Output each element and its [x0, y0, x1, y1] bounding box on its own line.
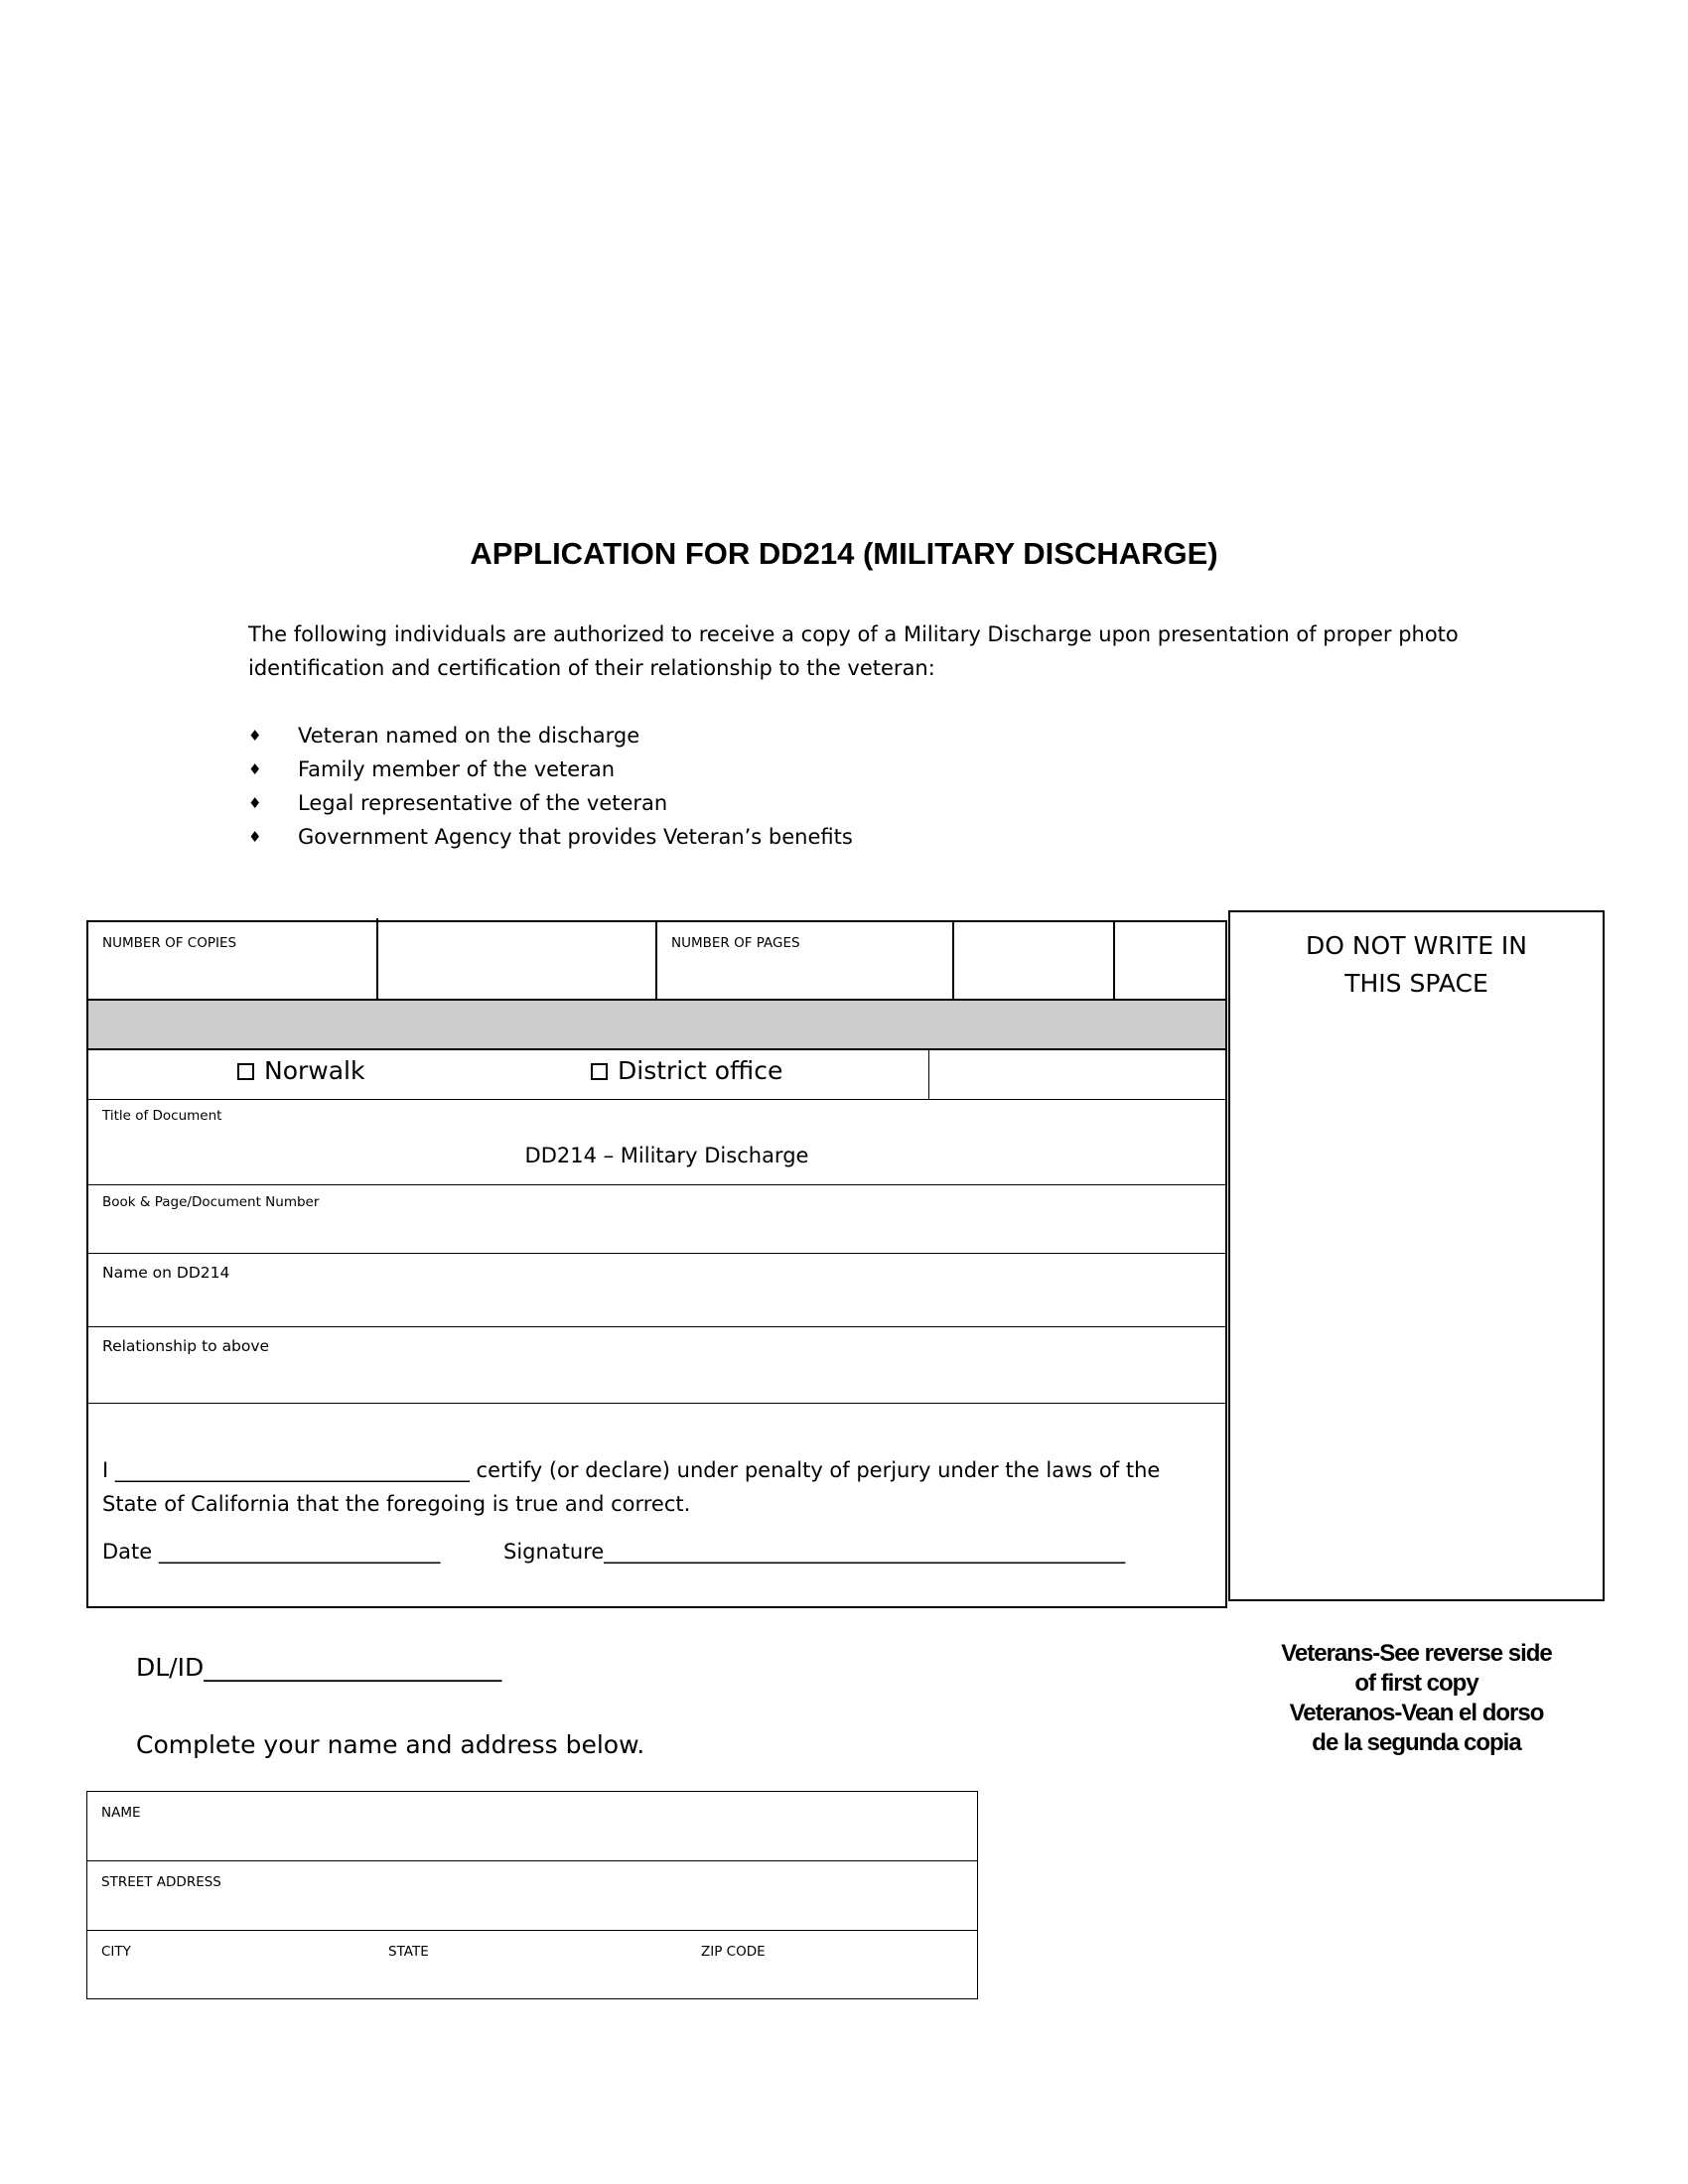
- date-field[interactable]: Date ___________________________: [102, 1540, 441, 1564]
- complete-instruction: Complete your name and address below.: [136, 1730, 645, 1759]
- pages-label: NUMBER OF PAGES: [671, 935, 800, 951]
- city-label[interactable]: CITY: [101, 1944, 131, 1960]
- diamond-bullet-icon: ♦: [248, 828, 262, 846]
- veterans-note-line: Veterans-See reverse side: [1281, 1640, 1552, 1667]
- diamond-bullet-icon: ♦: [248, 760, 262, 778]
- intro-text: The following individuals are authorized to receive a copy of a Military Discharge upon presentation of proper photo identification and certification of their relationship to the veteran:: [248, 622, 1459, 680]
- authorized-list: [248, 719, 853, 854]
- list-item-text: Legal representative of the veteran: [298, 791, 668, 815]
- list-item: [248, 820, 853, 854]
- checkbox-icon[interactable]: [591, 1063, 608, 1080]
- list-item-text: Government Agency that provides Veteran’s benefits: [298, 825, 853, 849]
- do-not-write-text: DO NOT WRITE IN THIS SPACE: [1305, 931, 1528, 998]
- state-label[interactable]: STATE: [388, 1944, 429, 1960]
- divider: [928, 1050, 929, 1099]
- list-item-text: Family member of the veteran: [298, 757, 616, 781]
- office-row: [88, 1050, 1225, 1100]
- dl-id-field[interactable]: DL/ID________________________: [136, 1653, 502, 1682]
- checkbox-icon[interactable]: [237, 1063, 254, 1080]
- copies-field[interactable]: [378, 922, 655, 999]
- name-row[interactable]: [87, 1792, 977, 1861]
- street-label: STREET ADDRESS: [101, 1874, 221, 1890]
- shaded-row: [88, 1001, 1225, 1050]
- city-state-zip-row: [87, 1931, 977, 1998]
- name-on-dd214-label: Name on DD214: [102, 1264, 230, 1282]
- relationship-row[interactable]: [88, 1327, 1225, 1404]
- address-form: [86, 1791, 978, 1999]
- document-title-value: DD214 – Military Discharge: [524, 1144, 809, 1167]
- district-office-option[interactable]: District office: [591, 1056, 782, 1085]
- document-title-label: Title of Document: [102, 1108, 222, 1124]
- book-page-label: Book & Page/Document Number: [102, 1194, 320, 1210]
- list-item: [248, 786, 853, 820]
- do-not-write-box: [1228, 910, 1605, 1601]
- copies-label: NUMBER OF COPIES: [102, 935, 237, 951]
- relationship-label: Relationship to above: [102, 1337, 270, 1355]
- veterans-note-line: of first copy: [1354, 1670, 1478, 1697]
- name-label: NAME: [101, 1805, 141, 1821]
- veterans-note-line: Veteranos-Vean el dorso: [1289, 1700, 1544, 1726]
- list-item: [248, 752, 853, 786]
- list-item-text: Veteran named on the discharge: [298, 724, 640, 748]
- list-item: [248, 719, 853, 752]
- divider: [1113, 922, 1115, 999]
- diamond-bullet-icon: ♦: [248, 727, 262, 745]
- page-title: APPLICATION FOR DD214 (MILITARY DISCHARGE): [470, 536, 1218, 571]
- pages-field[interactable]: [954, 922, 1113, 999]
- diamond-bullet-icon: ♦: [248, 794, 262, 812]
- veterans-note: [1228, 1639, 1605, 1758]
- document-title-row: [88, 1100, 1225, 1185]
- application-form: [86, 920, 1227, 1608]
- divider: [655, 922, 657, 999]
- street-row[interactable]: [87, 1861, 977, 1931]
- signature-field[interactable]: Signature__________________________________________________: [503, 1540, 1126, 1564]
- zip-label[interactable]: ZIP CODE: [701, 1944, 766, 1960]
- certification-section: [88, 1404, 1225, 1606]
- name-on-dd214-row[interactable]: [88, 1254, 1225, 1327]
- norwalk-option[interactable]: Norwalk: [237, 1056, 364, 1085]
- certification-text: I __________________________________ certify (or declare) under penalty of perjury under the laws of the State of California that the foregoing is true and correct.: [102, 1458, 1161, 1516]
- copies-pages-row: [88, 922, 1225, 1001]
- veterans-note-line: de la segunda copia: [1312, 1729, 1521, 1756]
- book-page-row[interactable]: [88, 1185, 1225, 1254]
